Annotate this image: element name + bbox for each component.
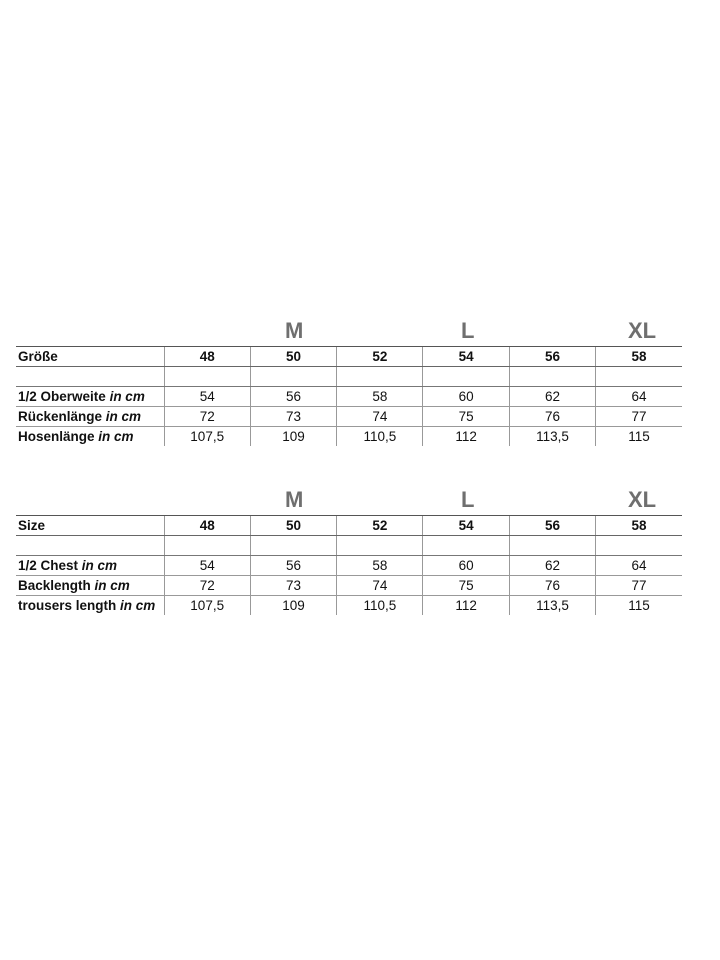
table-header-row [16,516,682,536]
value-cell: 107,5 [164,596,250,616]
table-row [16,596,682,616]
header-label: Größe [16,347,164,367]
size-cell: 54 [423,516,509,536]
spacer-row [16,536,682,556]
unit-label: in cm [81,558,118,573]
table-header-row [16,347,682,367]
value-cell: 75 [423,576,509,596]
value-cell: 62 [509,387,595,407]
size-table-german [16,346,682,446]
value-cell: 60 [423,556,509,576]
size-cell: 50 [250,347,336,367]
value-cell: 77 [596,576,682,596]
size-cell: 48 [164,516,250,536]
value-cell: 72 [164,407,250,427]
size-cell: 56 [509,516,595,536]
value-cell: 54 [164,556,250,576]
value-cell: 112 [423,596,509,616]
table-row [16,387,682,407]
value-cell: 113,5 [509,427,595,447]
value-cell: 113,5 [509,596,595,616]
value-cell: 110,5 [337,427,423,447]
spacer-row [16,367,682,387]
value-cell: 109 [250,427,336,447]
size-cell: 52 [337,516,423,536]
size-letter-m: M [285,318,304,343]
header-label: Size [16,516,164,536]
value-cell: 64 [596,387,682,407]
row-label: Hosenlänge in cm [18,429,134,444]
value-cell: 115 [596,427,682,447]
size-letter-l: L [461,487,475,512]
size-table-english-block [16,487,682,615]
size-cell: 58 [596,516,682,536]
unit-label: in cm [120,598,156,613]
size-cell: 54 [423,347,509,367]
value-cell: 74 [337,576,423,596]
value-cell: 109 [250,596,336,616]
size-letter-m: M [285,487,304,512]
value-cell: 112 [423,427,509,447]
value-cell: 64 [596,556,682,576]
table-row [16,407,682,427]
size-table-german-block [16,318,682,446]
value-cell: 56 [250,387,336,407]
value-cell: 76 [509,407,595,427]
size-table-english [16,515,682,615]
value-cell: 73 [250,407,336,427]
value-cell: 107,5 [164,427,250,447]
size-cell: 48 [164,347,250,367]
unit-label: in cm [98,429,134,444]
size-letter-l: L [461,318,475,343]
value-cell: 76 [509,576,595,596]
value-cell: 62 [509,556,595,576]
size-letter-xl: XL [628,318,657,343]
value-cell: 58 [337,556,423,576]
size-cell: 50 [250,516,336,536]
unit-label: in cm [105,409,142,424]
table-row [16,576,682,596]
unit-label: in cm [109,389,145,404]
size-letter-xl: XL [628,487,657,512]
table-row [16,427,682,447]
row-label: Backlength in cm [16,576,164,596]
row-label: 1/2 Chest in cm [16,556,164,576]
value-cell: 75 [423,407,509,427]
size-cell: 52 [337,347,423,367]
value-cell: 56 [250,556,336,576]
row-label: 1/2 Oberweite in cm [16,387,164,407]
value-cell: 73 [250,576,336,596]
size-letter-row [16,318,682,346]
row-label: Rückenlänge in cm [16,407,164,427]
size-cell: 58 [596,347,682,367]
value-cell: 58 [337,387,423,407]
value-cell: 60 [423,387,509,407]
size-cell: 56 [509,347,595,367]
value-cell: 110,5 [337,596,423,616]
unit-label: in cm [94,578,130,593]
value-cell: 72 [164,576,250,596]
row-label: trousers length in cm [18,598,156,613]
table-row [16,556,682,576]
value-cell: 54 [164,387,250,407]
value-cell: 77 [596,407,682,427]
size-letter-row [16,487,682,515]
value-cell: 115 [596,596,682,616]
value-cell: 74 [337,407,423,427]
